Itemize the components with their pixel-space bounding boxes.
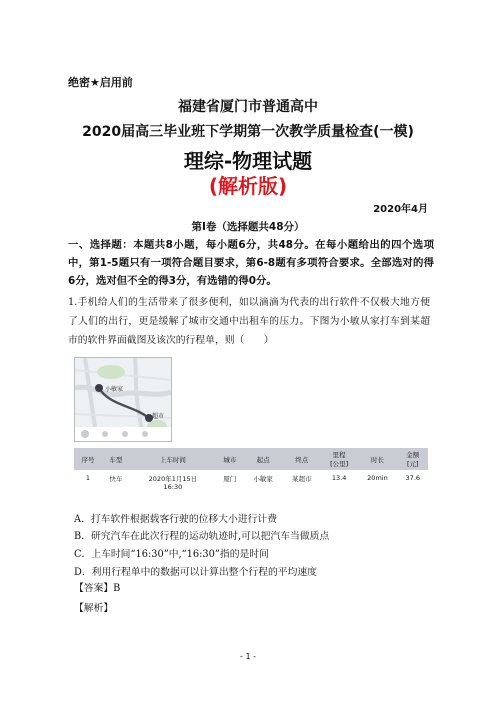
option-a: A．打车软件根据载客行驶的位移大小进行计费: [74, 514, 278, 525]
option-b: B．研究汽车在此次行程的运动轨迹时,可以把汽车当做质点: [74, 531, 330, 542]
table-cell: 厦门: [223, 475, 237, 483]
table-cell: 2020年1月15日 16:30: [148, 475, 198, 491]
table-cell: 20min: [367, 474, 388, 482]
trip-table: [74, 448, 428, 502]
section-instructions: 一、选择题：本题共8小题，每小题6分，共48分。在每小题给出的四个选项中，第1-5题只有一项符合题目要求，第6-8题有多项符合要求。全部选对的得6分，选对但不全的得3分，有选错的得0分。: [68, 239, 434, 287]
table-cell: 1: [85, 474, 91, 482]
route-map-drawing: [75, 358, 171, 441]
trip-table-image: [74, 448, 428, 500]
part-title: 第Ⅰ卷（选择题共48分）: [191, 221, 305, 233]
question-stem: 1.手机给人们的生活带来了很多便利，如以滴滴为代表的出行软件不仅极大地方便了人们的出行，更是缓解了城市交通中出租车的压力。下图为小敏从家打车到某超市的软件界面截图及该次的行程单，则（ ）: [68, 297, 430, 346]
table-cell: 13.4: [331, 474, 347, 482]
col-header: 起点: [244, 448, 283, 470]
table-header-row: [74, 448, 428, 470]
exam-title: 2020届高三毕业班下学期第一次教学质量检查(一模): [82, 124, 414, 140]
col-header: 终点: [282, 448, 321, 470]
col-header: 里程 [公里]: [321, 448, 357, 470]
col-header: 序号: [74, 448, 102, 470]
answer-label: 【答案】B: [74, 583, 121, 594]
col-header: 上车时间: [130, 448, 216, 470]
col-header: 时长: [357, 448, 397, 470]
map-start-label: 小敏家: [105, 386, 124, 393]
table-cell: 37.6: [405, 474, 421, 482]
col-header: 城市: [216, 448, 244, 470]
analysis-label: 【解析】: [74, 603, 114, 614]
start-marker-icon: [95, 384, 103, 392]
table-row: [74, 470, 428, 502]
edition-title: (解析版): [208, 174, 288, 198]
table-cell: 快车: [109, 475, 123, 483]
table-cell: 小敏家: [253, 475, 273, 483]
map-end-label: 超市: [152, 413, 165, 420]
table-cell: 某超市: [292, 475, 312, 483]
col-header: 车型: [102, 448, 130, 470]
exam-date: 2020年4月: [373, 204, 428, 215]
option-d: D．利用行程单中的数据可以计算出整个行程的平均速度: [74, 567, 317, 578]
col-header: 金额 [元]: [398, 448, 428, 470]
option-c: C．上车时间“16:30”中,“16:30”指的是时间: [74, 549, 269, 560]
route-map-image: [74, 357, 172, 442]
subject-title: 理综-物理试题: [183, 149, 313, 173]
secret-label: 绝密★启用前: [68, 76, 133, 89]
school-title: 福建省厦门市普通高中: [178, 99, 318, 115]
page-number: - 1 -: [240, 652, 256, 661]
